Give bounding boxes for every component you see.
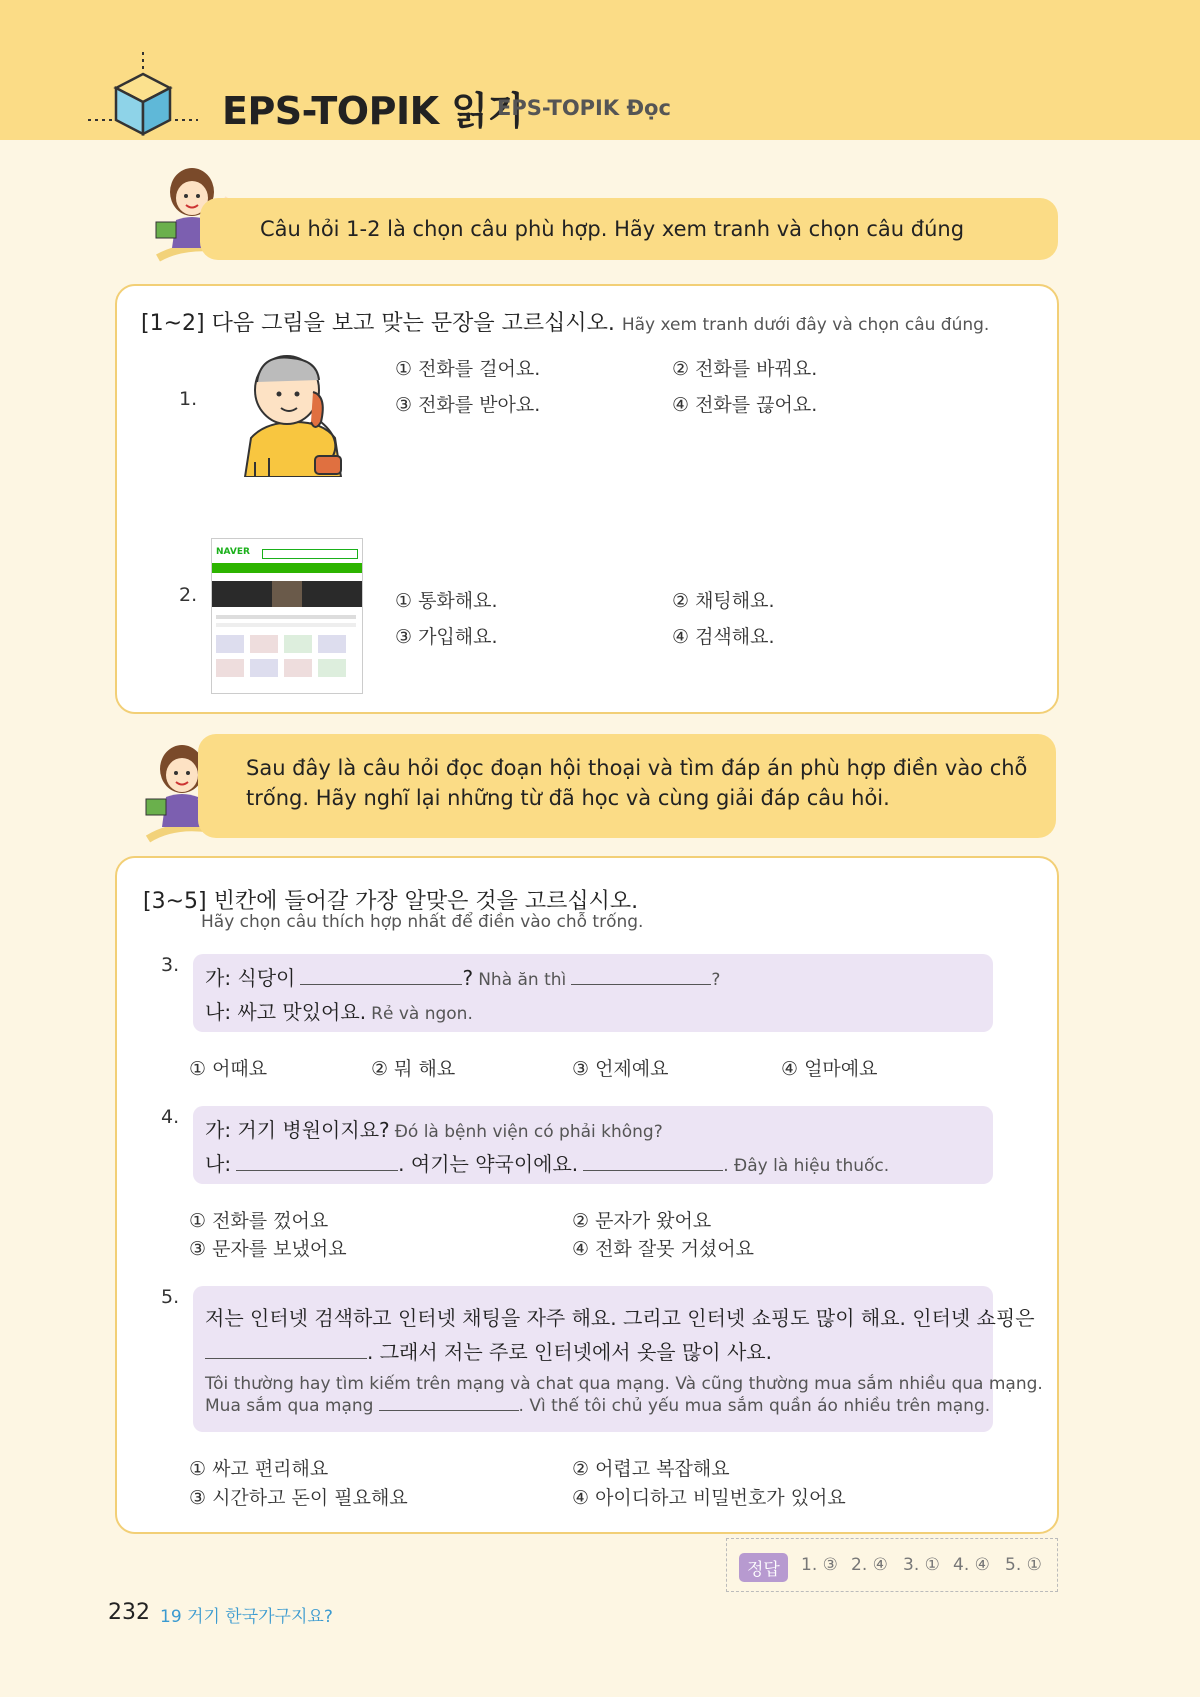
q5-option-1[interactable]: ① 싸고 편리해요 (189, 1458, 329, 1480)
q5-option-4[interactable]: ④ 아이디하고 비밀번호가 있어요 (572, 1487, 846, 1509)
section-2-instruction-ko: [3~5] 빈칸에 들어갈 가장 알맞은 것을 고르십시오. (143, 889, 639, 914)
chapter-title: 19 거기 한국가구지요? (160, 1607, 333, 1627)
bubble-2-line-2: trống. Hãy nghĩ lại những từ đã học và cùng giải đáp câu hỏi. (246, 786, 890, 810)
q5-vi-line-1: Tôi thường hay tìm kiếm trên mạng và chat qua mạng. Và cũng thường mua sắm nhiều qua mạng. (205, 1374, 1043, 1394)
q5-ko-line-2-text: . 그래서 저는 주로 인터넷에서 옷을 많이 사요. (367, 1340, 772, 1364)
question-5-number: 5. (161, 1286, 180, 1308)
q3-line-1-vi: Nhà ăn thì (478, 970, 567, 990)
answer-1: 1. ③ (801, 1555, 838, 1575)
cube-icon (88, 52, 198, 142)
q3-blank-1 (300, 966, 462, 985)
q3-option-2[interactable]: ② 뭐 해요 (371, 1058, 456, 1080)
answer-3: 3. ① (903, 1555, 940, 1575)
answer-2: 2. ④ (851, 1555, 888, 1575)
naver-screenshot-image (211, 538, 363, 694)
naver-logo: NAVER (216, 547, 250, 557)
q4-blank-1 (236, 1152, 398, 1171)
q4-line-2-vi: . Đây là hiệu thuốc. (723, 1156, 890, 1176)
q4-line-1-ko: 가: 거기 병원이지요? (205, 1118, 390, 1142)
q5-blank-2 (379, 1396, 519, 1411)
question-4-dialogue (193, 1106, 993, 1184)
page-subtitle: EPS-TOPIK Đọc (497, 96, 671, 120)
q3-line-2-vi: Rẻ và ngon. (371, 1004, 473, 1024)
answer-4: 4. ④ (953, 1555, 990, 1575)
q3-line-2-ko: 나: 싸고 맛있어요. (205, 1000, 367, 1024)
q2-option-2[interactable]: ② 채팅해요. (672, 590, 775, 612)
section-2-instruction-vi: Hãy chọn câu thích hợp nhất để điền vào chỗ trống. (201, 912, 644, 932)
question-5-passage (193, 1286, 1043, 1432)
answer-key-label: 정답 (739, 1553, 788, 1582)
q1-option-4[interactable]: ④ 전화를 끊어요. (672, 394, 818, 416)
q4-line-2-ko-1: 나: (205, 1152, 232, 1176)
q3-option-3[interactable]: ③ 언제예요 (572, 1058, 669, 1080)
question-3-number: 3. (161, 954, 180, 976)
q5-blank-1 (205, 1340, 367, 1359)
q1-option-1[interactable]: ① 전화를 걸어요. (395, 358, 541, 380)
q4-option-1[interactable]: ① 전화를 껐어요 (189, 1210, 329, 1232)
q5-vi-line-2-a: Mua sắm qua mạng (205, 1396, 374, 1416)
q3-line-1-ko: 가: 식당이 (205, 966, 296, 990)
q4-option-4[interactable]: ④ 전화 잘못 거셨어요 (572, 1238, 754, 1260)
q5-vi-line-2 (205, 1396, 990, 1416)
instruction-bubble-1 (200, 198, 1058, 260)
q2-option-3[interactable]: ③ 가입해요. (395, 626, 498, 648)
question-3-dialogue (193, 954, 993, 1032)
q3-blank-2 (571, 966, 711, 985)
q4-line-2 (205, 1148, 889, 1177)
q3-line-2 (205, 996, 473, 1025)
bubble-2-line-1: Sau đây là câu hỏi đọc đoạn hội thoại và tìm đáp án phù hợp điền vào chỗ (246, 756, 1028, 780)
q2-option-1[interactable]: ① 통화해요. (395, 590, 498, 612)
q4-line-1-vi: Đó là bệnh viện có phải không? (394, 1122, 663, 1142)
q3-line-1 (205, 962, 720, 991)
q5-vi-line-2-b: . Vì thế tôi chủ yếu mua sắm quần áo nhiều trên mạng. (518, 1396, 991, 1416)
q1-option-2[interactable]: ② 전화를 바꿔요. (672, 358, 818, 380)
q5-ko-line-2 (205, 1336, 772, 1365)
q2-option-4[interactable]: ④ 검색해요. (672, 626, 775, 648)
section-1-instruction-ko: [1~2] 다음 그림을 보고 맞는 문장을 고르십시오. (141, 311, 615, 336)
q5-option-2[interactable]: ② 어렵고 복잡해요 (572, 1458, 730, 1480)
question-2-number: 2. (179, 584, 198, 606)
page-number: 232 (108, 1600, 150, 1625)
q5-option-3[interactable]: ③ 시간하고 돈이 필요해요 (189, 1487, 408, 1509)
section-1-box (115, 284, 1059, 714)
section-2-box (115, 856, 1059, 1534)
page-title: EPS-TOPIK 읽기 (222, 89, 524, 133)
section-1-instruction (141, 306, 989, 337)
q4-blank-2 (583, 1152, 723, 1171)
answer-key (726, 1538, 1058, 1592)
bubble-1-text: Câu hỏi 1-2 là chọn câu phù hợp. Hãy xem tranh và chọn câu đúng (260, 217, 965, 241)
man-on-phone-image (235, 352, 365, 477)
question-4-number: 4. (161, 1106, 180, 1128)
q3-line-1-q2: ? (711, 970, 721, 990)
q4-option-3[interactable]: ③ 문자를 보냈어요 (189, 1238, 347, 1260)
q4-line-2-ko-2: . 여기는 약국이에요. (398, 1152, 579, 1176)
instruction-bubble-2 (198, 734, 1056, 838)
q3-line-1-q: ? (462, 966, 474, 990)
q4-line-1 (205, 1114, 663, 1143)
answer-5: 5. ① (1005, 1555, 1042, 1575)
q5-ko-line-1: 저는 인터넷 검색하고 인터넷 채팅을 자주 해요. 그리고 인터넷 쇼핑도 많이 해요. 인터넷 쇼핑은 (205, 1306, 1035, 1330)
q4-option-2[interactable]: ② 문자가 왔어요 (572, 1210, 712, 1232)
question-1-number: 1. (179, 388, 198, 410)
q3-option-1[interactable]: ① 어때요 (189, 1058, 268, 1080)
q3-option-4[interactable]: ④ 얼마예요 (781, 1058, 878, 1080)
q1-option-3[interactable]: ③ 전화를 받아요. (395, 394, 541, 416)
section-1-instruction-vi: Hãy xem tranh dưới đây và chọn câu đúng. (621, 315, 990, 335)
